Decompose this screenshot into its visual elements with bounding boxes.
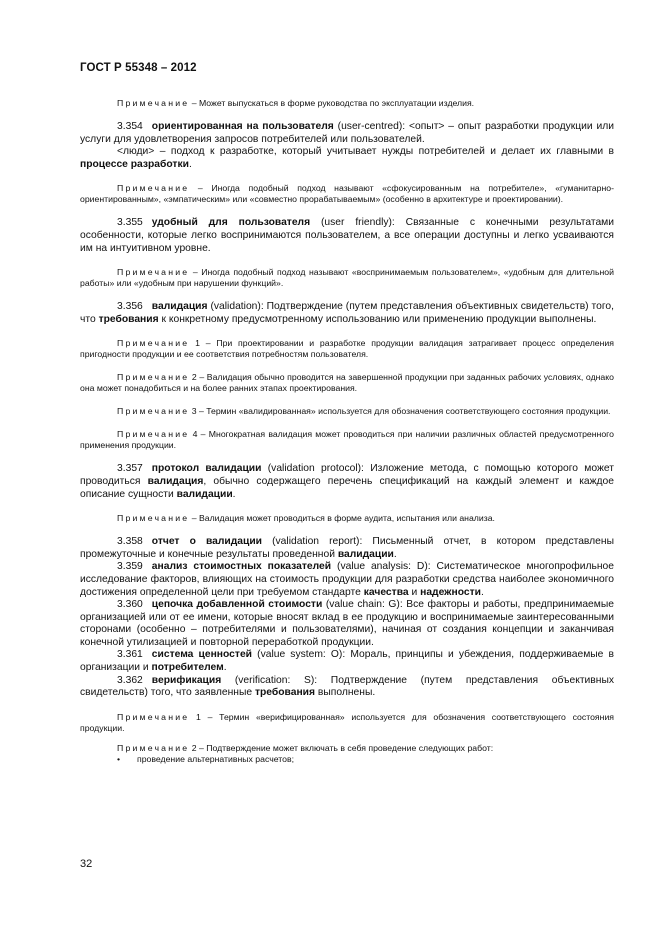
- term-definition: , обычно содержащего перечень спецификаций на каждый элемент и каждое описание сущности: [80, 475, 615, 500]
- term-definition: (user-centred): <опыт> – опыт разработки продукции или услуги для удовлетворения запросов потребителей или пользователей.: [80, 121, 614, 145]
- note-label: Примечание: [117, 98, 190, 108]
- bullet-item: [80, 754, 614, 765]
- note-text: – Может выпускаться в форме руководства по эксплуатации изделия.: [189, 98, 475, 108]
- note-label: Примечание: [117, 183, 190, 194]
- term-name: верификация: [151, 674, 222, 686]
- term-reference: потребителем: [151, 662, 224, 674]
- document-header: ГОСТ Р 55348 – 2012: [80, 62, 197, 74]
- note-text: – Иногда подобный подход называют «сфокусированным на потребителе», «гуманитарно-ориентированным», «эмпатическим» или «совместно прорабатываемым» (особенно в архитектуре и проектировании).: [80, 183, 614, 205]
- term-reference: требования: [98, 313, 159, 325]
- term-definition: и: [408, 586, 421, 598]
- term-name: ориентированная на пользователя: [151, 121, 334, 132]
- term-definition: <люди> – подход к разработке, который учитывает нужды потребителей и делает их главными в: [117, 146, 614, 158]
- term-name: валидация: [151, 301, 208, 313]
- note: [80, 338, 614, 360]
- note-text: – Многократная валидация может проводиться при наличии различных областей предусмотренного применения продукции.: [80, 429, 614, 451]
- term-entry-3354: [80, 121, 614, 146]
- term-name: протокол валидации: [151, 463, 262, 475]
- punct: .: [393, 548, 397, 560]
- term-reference: надежности: [420, 586, 481, 598]
- term-definition: выполнены.: [315, 687, 376, 699]
- term-name: удобный для пользователя: [151, 217, 311, 229]
- term-entry-3354-cont: [80, 146, 614, 171]
- note-label: Примечание: [117, 513, 190, 524]
- note: [80, 743, 614, 754]
- punct: .: [480, 586, 484, 598]
- note: [80, 183, 614, 205]
- note: [80, 98, 614, 109]
- term-entry-3358: [80, 536, 614, 561]
- note: [80, 712, 614, 734]
- term-entry-3356: [80, 301, 614, 326]
- note-text: – Валидация может проводиться в форме аудита, испытания или анализа.: [189, 513, 495, 524]
- punct: .: [232, 488, 236, 500]
- term-number: 3.358: [117, 536, 143, 548]
- term-reference: валидации: [176, 488, 233, 500]
- term-entry-3361: [80, 649, 614, 674]
- note-index: 3: [189, 406, 197, 417]
- note-text: – При проектировании и разработке продукции валидация затрагивает процесс определения пригодности продукции и ее соответствия потребностям пользователя.: [80, 338, 614, 360]
- note-text: – Термин «валидированная» используется для обозначения соответствующего состояния продукции.: [196, 406, 611, 417]
- term-number: 3.362: [117, 674, 143, 686]
- term-name: система ценностей: [151, 649, 253, 661]
- term-reference: валидация: [147, 475, 204, 487]
- term-definition: (validation): Подтверждение (путем представления объективных свидетельств) того, что: [80, 301, 614, 325]
- page-number: 32: [80, 858, 93, 870]
- term-entry-3355: [80, 217, 614, 255]
- note-text: – Иногда подобный подход называют «воспринимаемым пользователем», «удобным для длительной работы» или «удобным при нарушении функций».: [80, 267, 614, 289]
- term-entry-3362: [80, 675, 614, 700]
- term-number: 3.356: [117, 301, 143, 313]
- term-number: 3.360: [117, 599, 143, 611]
- note-text: – Валидация обычно проводится на завершенной продукции при заданных рабочих условиях, однако она может понадобиться и на более ранних этапах проектирования.: [80, 372, 614, 394]
- note-label: Примечание: [117, 742, 190, 753]
- term-name: цепочка добавленной стоимости: [151, 599, 323, 611]
- note-label: Примечание: [117, 429, 190, 440]
- term-number: 3.359: [117, 561, 143, 573]
- term-name: анализ стоимостных показателей: [151, 561, 332, 573]
- note-label: Примечание: [117, 372, 190, 383]
- note-label: Примечание: [117, 267, 190, 278]
- term-definition: (user friendly): Связанные с конечными результатами особенности, которые легко воспринимаются пользователем, а все операции доступны и легко усваиваются им на интуитивном уровне.: [80, 217, 615, 254]
- note-label: Примечание: [117, 406, 190, 417]
- term-entry-3357: [80, 463, 614, 501]
- term-number: 3.361: [117, 649, 143, 661]
- term-number: 3.354: [117, 121, 143, 132]
- term-definition: (value chain: G): Все факторы и работы, предпринимаемые организацией или от ее имени, которые вносят вклад в ее продукцию и воспринимаемые заинтересованными сторонами (особенно – потребителями и пользователями), начиная от создания концепции и заканчивая конечной утилизацией и повторной переработкой продукции.: [80, 599, 614, 648]
- term-definition: (validation report): Письменный отчет, в котором представлены промежуточные и конечные результаты проведенной: [80, 536, 614, 560]
- term-entry-3360: [80, 599, 614, 649]
- term-definition: (value system: O): Мораль, принципы и убеждения, поддерживаемые в организации и: [80, 649, 614, 674]
- term-reference: качества: [363, 586, 409, 598]
- punct: .: [223, 662, 227, 674]
- note: [80, 406, 614, 417]
- term-definition: (validation protocol): Изложение метода, с помощью которого может проводиться: [80, 463, 614, 487]
- term-reference: валидации: [337, 548, 394, 560]
- term-number: 3.355: [117, 217, 143, 229]
- note-text: – Подтверждение может включать в себя проведение следующих работ:: [196, 742, 494, 753]
- bullet-icon: •: [117, 753, 121, 764]
- note: [80, 267, 614, 289]
- note-index: 2: [189, 742, 197, 753]
- note-index: 2: [189, 372, 197, 383]
- note: [80, 372, 614, 394]
- note-label: Примечание: [117, 711, 190, 722]
- bullet-text: проведение альтернативных расчетов;: [137, 753, 295, 764]
- note: [80, 429, 614, 451]
- term-definition: к конкретному предусмотренному использованию или применению продукции выполнены.: [158, 313, 597, 325]
- term-number: 3.357: [117, 463, 143, 475]
- term-reference: требования: [254, 687, 316, 699]
- document-body: [80, 98, 614, 765]
- punct: .: [188, 158, 192, 170]
- note-index: 1: [189, 711, 201, 722]
- note-index: 1: [189, 338, 200, 349]
- note-label: Примечание: [117, 338, 190, 349]
- note-index: 4: [189, 429, 198, 440]
- note-text: – Термин «верифицированная» используется для обозначения соответствующего состояния продукции.: [80, 711, 614, 733]
- term-definition: (verification: S): Подтверждение (путем представления объективных свидетельств) того, что заявленные: [80, 674, 614, 699]
- note: [80, 513, 614, 524]
- term-definition: (value analysis: D): Систематическое многопрофильное исследование факторов, влияющих на стоимость продукции для разработки средства наиболее экономичного достижения определенной цели при требуемом стандарте: [80, 561, 614, 598]
- term-entry-3359: [80, 561, 614, 599]
- term-reference: процессе разработки: [80, 158, 189, 170]
- term-name: отчет о валидации: [151, 536, 262, 548]
